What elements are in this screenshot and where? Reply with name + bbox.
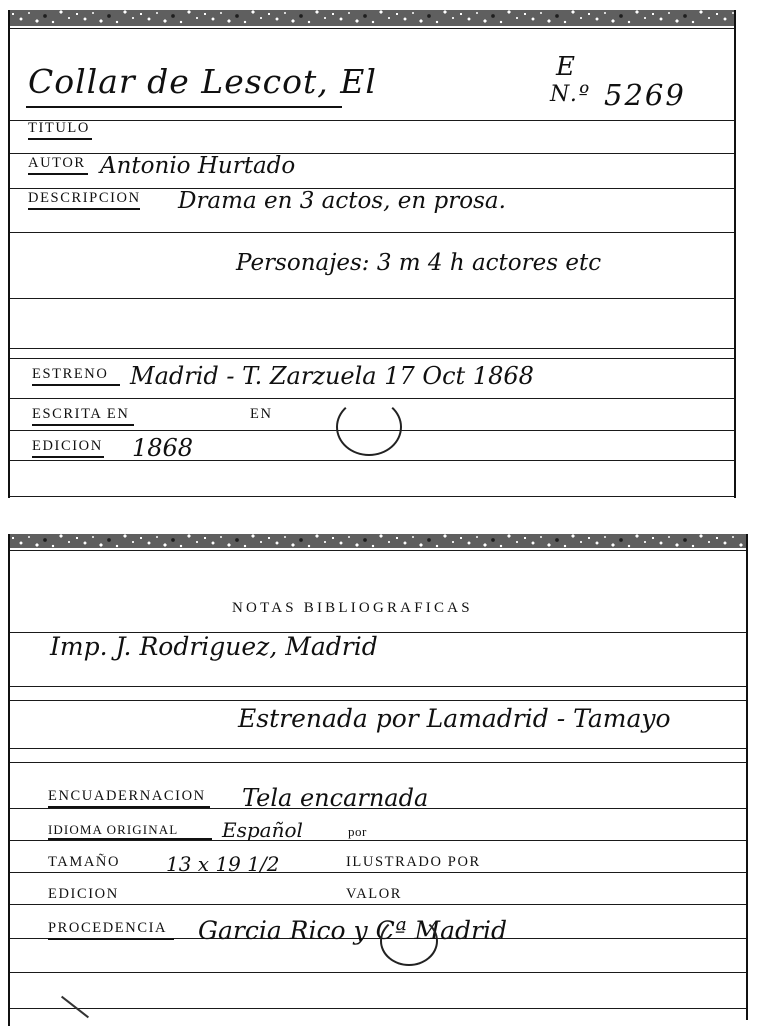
handwritten-title: Collar de Lescot, El: [28, 62, 377, 101]
rule: [10, 120, 734, 121]
card-edge-stub: [8, 1000, 10, 1026]
label-autor: AUTOR: [28, 155, 86, 171]
rule: [10, 904, 746, 905]
rule: [10, 686, 746, 687]
label-encuadernacion-underline: [48, 806, 210, 808]
handwritten-idioma-original: Español: [222, 818, 303, 842]
rule: [10, 28, 734, 29]
handwritten-procedencia: Garcia Rico y Cª Madrid: [198, 916, 507, 945]
label-valor: VALOR: [346, 886, 403, 902]
label-edicion-back: EDICION: [48, 886, 119, 902]
notas-bibliograficas-heading: NOTAS BIBLIOGRAFICAS: [232, 600, 473, 616]
rule: [10, 232, 734, 233]
label-escrita-en-underline: [32, 424, 134, 426]
handwritten-description-line-1: Drama en 3 actos, en prosa.: [178, 188, 506, 214]
scan-edge-band-bottom: [10, 534, 746, 548]
label-tamano: TAMAÑO: [48, 854, 121, 870]
label-descripcion-underline: [28, 208, 140, 210]
rule: [10, 358, 734, 359]
label-escrita-en: ESCRITA EN: [32, 406, 130, 422]
rule: [10, 496, 734, 497]
handwritten-encuadernacion: Tela encarnada: [242, 784, 429, 812]
scan-edge-band-top: [10, 10, 734, 26]
handwritten-estreno: Madrid - T. Zarzuela 17 Oct 1868: [130, 362, 534, 390]
title-underline: [26, 106, 342, 108]
rule: [10, 840, 746, 841]
handwritten-description-line-2: Personajes: 3 m 4 h actores etc: [236, 250, 602, 276]
label-estreno-underline: [32, 384, 120, 386]
label-por: por: [348, 824, 367, 839]
rule: [10, 700, 746, 701]
label-en: EN: [250, 406, 273, 422]
stamp-ring-icon-back: [380, 916, 438, 966]
label-encuadernacion: ENCUADERNACION: [48, 788, 206, 804]
handwritten-entry-marker: E: [556, 52, 576, 82]
label-edicion-underline: [32, 456, 104, 458]
catalog-card-back: [8, 534, 748, 1020]
label-titulo-underline: [28, 138, 92, 140]
label-idioma-original-underline: [48, 838, 212, 840]
rule: [10, 1008, 746, 1009]
catalog-card-front: [8, 10, 736, 498]
rule: [10, 298, 734, 299]
handwritten-edicion: 1868: [132, 434, 194, 462]
handwritten-author: Antonio Hurtado: [100, 153, 296, 179]
label-autor-underline: [28, 173, 88, 175]
handwritten-note-line-2: Estrenada por Lamadrid - Tamayo: [238, 704, 671, 733]
handwritten-number: 5269: [604, 78, 686, 112]
label-titulo: TITULO: [28, 120, 90, 136]
rule: [10, 762, 746, 763]
stamp-ring-icon: [336, 398, 402, 456]
label-procedencia: PROCEDENCIA: [48, 920, 168, 936]
label-estreno: ESTRENO: [32, 366, 109, 382]
handwritten-note-line-1: Imp. J. Rodriguez, Madrid: [50, 632, 378, 661]
label-descripcion: DESCRIPCION: [28, 190, 141, 206]
rule: [10, 550, 746, 551]
label-idioma-original: IDIOMA ORIGINAL: [48, 822, 179, 837]
label-edicion: EDICION: [32, 438, 103, 454]
number-label: N.º: [550, 82, 592, 107]
rule: [10, 460, 734, 461]
rule: [10, 348, 734, 349]
label-procedencia-underline: [48, 938, 174, 940]
rule: [10, 872, 746, 873]
label-ilustrado-por: ILUSTRADO POR: [346, 854, 481, 870]
handwritten-tamano: 13 x 19 1/2: [166, 852, 280, 876]
rule: [10, 748, 746, 749]
rule: [10, 972, 746, 973]
